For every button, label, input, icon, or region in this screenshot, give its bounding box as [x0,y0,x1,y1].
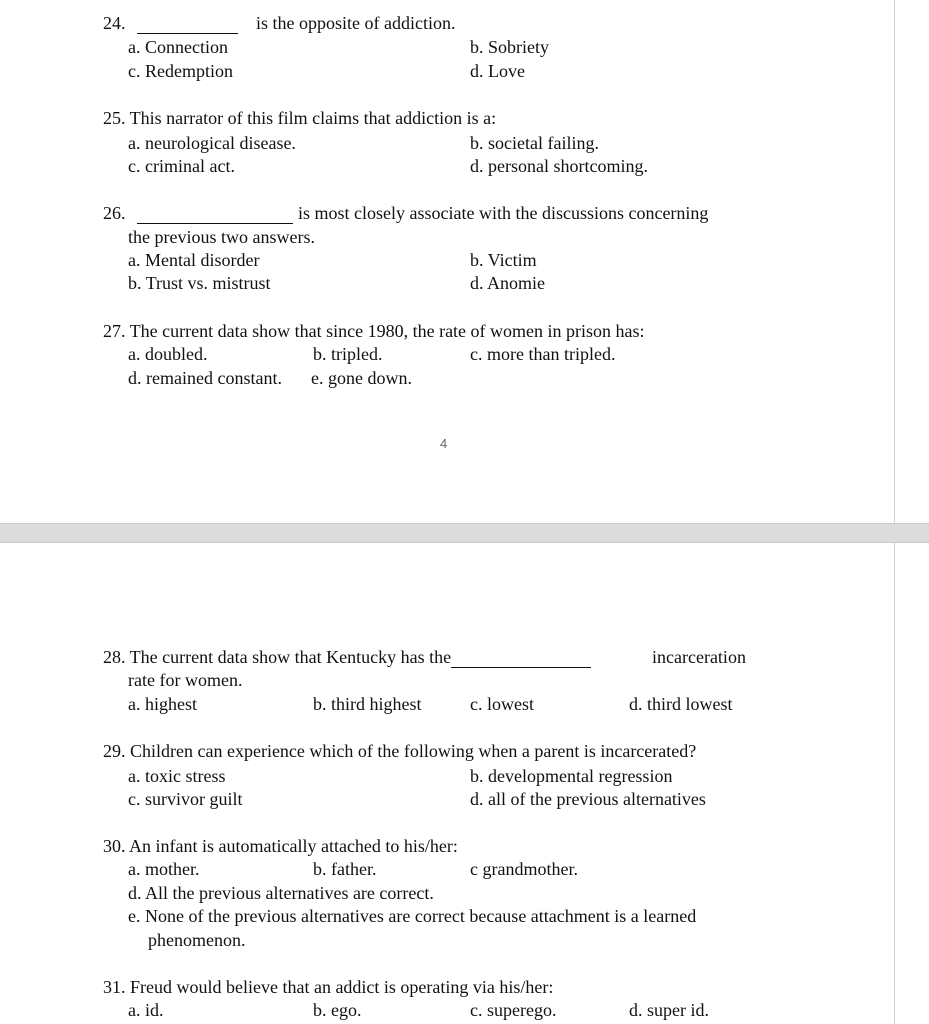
q26-blank [137,202,293,224]
q28-option-b: b. third highest [313,694,422,714]
q29-option-b: b. developmental regression [470,766,673,786]
q26-number: 26. [103,203,126,223]
q28-option-c: c. lowest [470,694,534,714]
page-separator [0,523,929,543]
q30-option-b: b. father. [313,859,377,879]
q27-stem: 27. The current data show that since 1980, the rate of women in prison has: [103,321,645,341]
q28-stem-text: 28. The current data show that Kentucky has the [103,647,452,667]
page-number: 4 [440,436,448,451]
q31-stem: 31. Freud would believe that an addict is operating via his/her: [103,977,554,997]
q27-option-a: a. doubled. [128,344,208,364]
q30-option-c: c grandmother. [470,859,578,879]
q30-stem: 30. An infant is automatically attached to his/her: [103,836,458,856]
q28-stem-continued: rate for women. [128,670,243,690]
q24-blank [137,12,238,34]
q26-option-d: d. Anomie [470,273,545,293]
q28-option-d: d. third lowest [629,694,733,714]
q30-option-d: d. All the previous alternatives are correct. [128,883,434,903]
q28-stem [103,646,591,668]
q29-option-c: c. survivor guilt [128,789,243,809]
q25-option-a: a. neurological disease. [128,133,296,153]
q31-option-a: a. id. [128,1000,164,1020]
q24-option-b: b. Sobriety [470,37,549,57]
q25-stem: 25. This narrator of this film claims that addiction is a: [103,108,497,128]
q26-option-b: b. Victim [470,250,537,270]
q26-stem-continued: the previous two answers. [128,227,315,247]
q26-option-a: a. Mental disorder [128,250,260,270]
q25-option-d: d. personal shortcoming. [470,156,648,176]
q31-option-c: c. superego. [470,1000,557,1020]
q30-option-a: a. mother. [128,859,200,879]
q29-option-a: a. toxic stress [128,766,226,786]
q24-number: 24. [103,13,126,33]
q27-option-b: b. tripled. [313,344,383,364]
page-edge-top [894,0,895,523]
q28-option-a: a. highest [128,694,197,714]
q26-option-c: b. Trust vs. mistrust [128,273,271,293]
page-edge-bottom [894,542,895,1024]
q24-option-c: c. Redemption [128,61,233,81]
q25-option-c: c. criminal act. [128,156,235,176]
q24-option-d: d. Love [470,61,525,81]
q27-option-c: c. more than tripled. [470,344,616,364]
q27-option-e: e. gone down. [311,368,412,388]
q24-option-a: a. Connection [128,37,228,57]
q28-stem-after: incarceration [652,647,746,667]
q31-option-d: d. super id. [629,1000,709,1020]
q30-option-e-continued: phenomenon. [148,930,246,950]
q29-option-d: d. all of the previous alternatives [470,789,706,809]
q30-option-e: e. None of the previous alternatives are correct because attachment is a learned [128,906,697,926]
q26-stem: is most closely associate with the discussions concerning [298,203,709,223]
q28-blank [451,651,591,668]
q27-option-d: d. remained constant. [128,368,282,388]
q31-option-b: b. ego. [313,1000,362,1020]
q24-stem: is the opposite of addiction. [256,13,456,33]
q29-stem: 29. Children can experience which of the following when a parent is incarcerated? [103,741,697,761]
q25-option-b: b. societal failing. [470,133,599,153]
